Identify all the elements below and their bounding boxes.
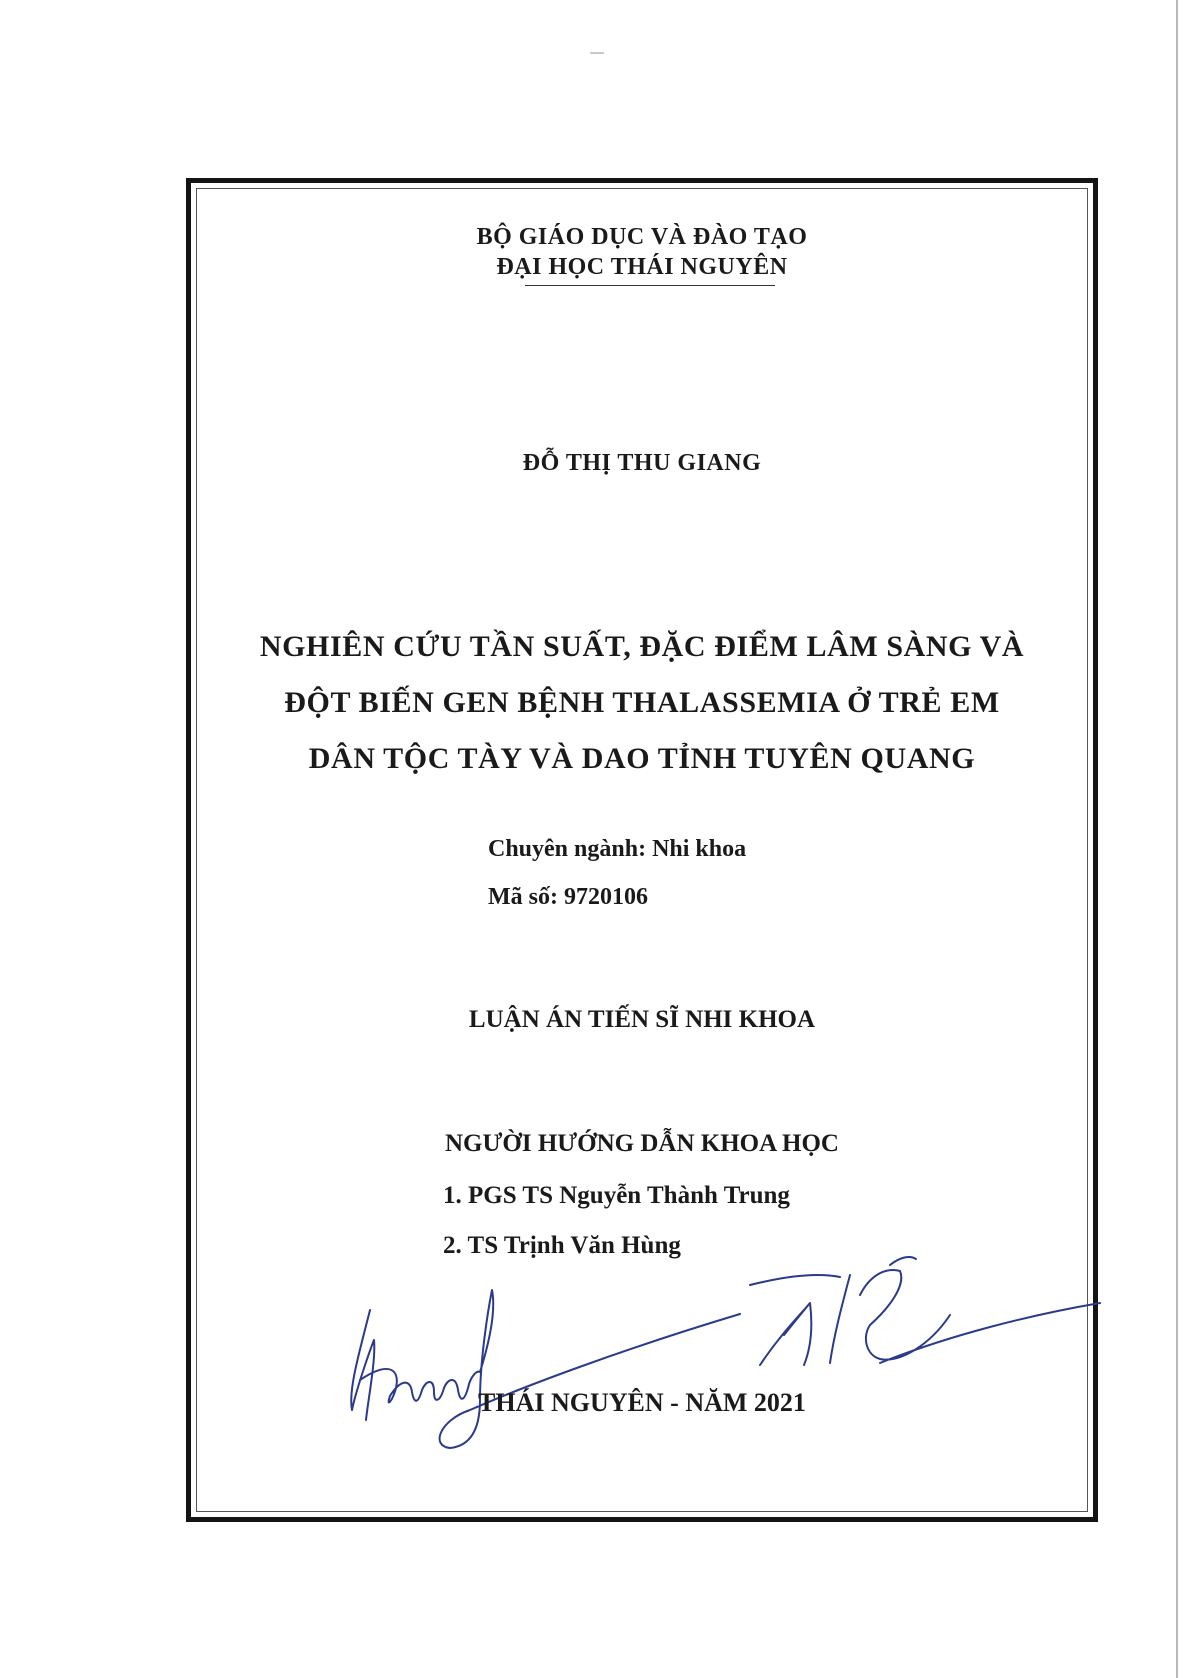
place-and-year: THÁI NGUYÊN - NĂM 2021 [478, 1388, 806, 1417]
advisor-2: 2. TS Trịnh Văn Hùng [443, 1232, 681, 1259]
scan-mark [590, 52, 604, 54]
thesis-title-line-2: ĐỘT BIẾN GEN BỆNH THALASSEMIA Ở TRẺ EM [284, 686, 1000, 719]
signature-1 [330, 1270, 770, 1450]
specialty-code: Mã số: 9720106 [488, 884, 648, 910]
author-name: ĐỖ THỊ THU GIANG [522, 450, 762, 476]
ministry-name: BỘ GIÁO DỤC VÀ ĐÀO TẠO [476, 224, 808, 250]
scan-edge [1176, 0, 1178, 1678]
thesis-title-line-1: NGHIÊN CỨU TẦN SUẤT, ĐẶC ĐIỂM LÂM SÀNG VÀ [259, 630, 1025, 663]
specialty: Chuyên ngành: Nhi khoa [488, 836, 747, 862]
degree-type: LUẬN ÁN TIẾN SĨ NHI KHOA [468, 1006, 816, 1033]
header-underline [525, 285, 775, 286]
signature-2 [730, 1245, 1110, 1375]
advisor-1: 1. PGS TS Nguyễn Thành Trung [443, 1182, 790, 1209]
thesis-title-line-3: DÂN TỘC TÀY VÀ DAO TỈNH TUYÊN QUANG [308, 742, 976, 775]
advisors-heading: NGƯỜI HƯỚNG DẪN KHOA HỌC [445, 1130, 839, 1157]
university-name: ĐẠI HỌC THÁI NGUYÊN [496, 254, 788, 280]
